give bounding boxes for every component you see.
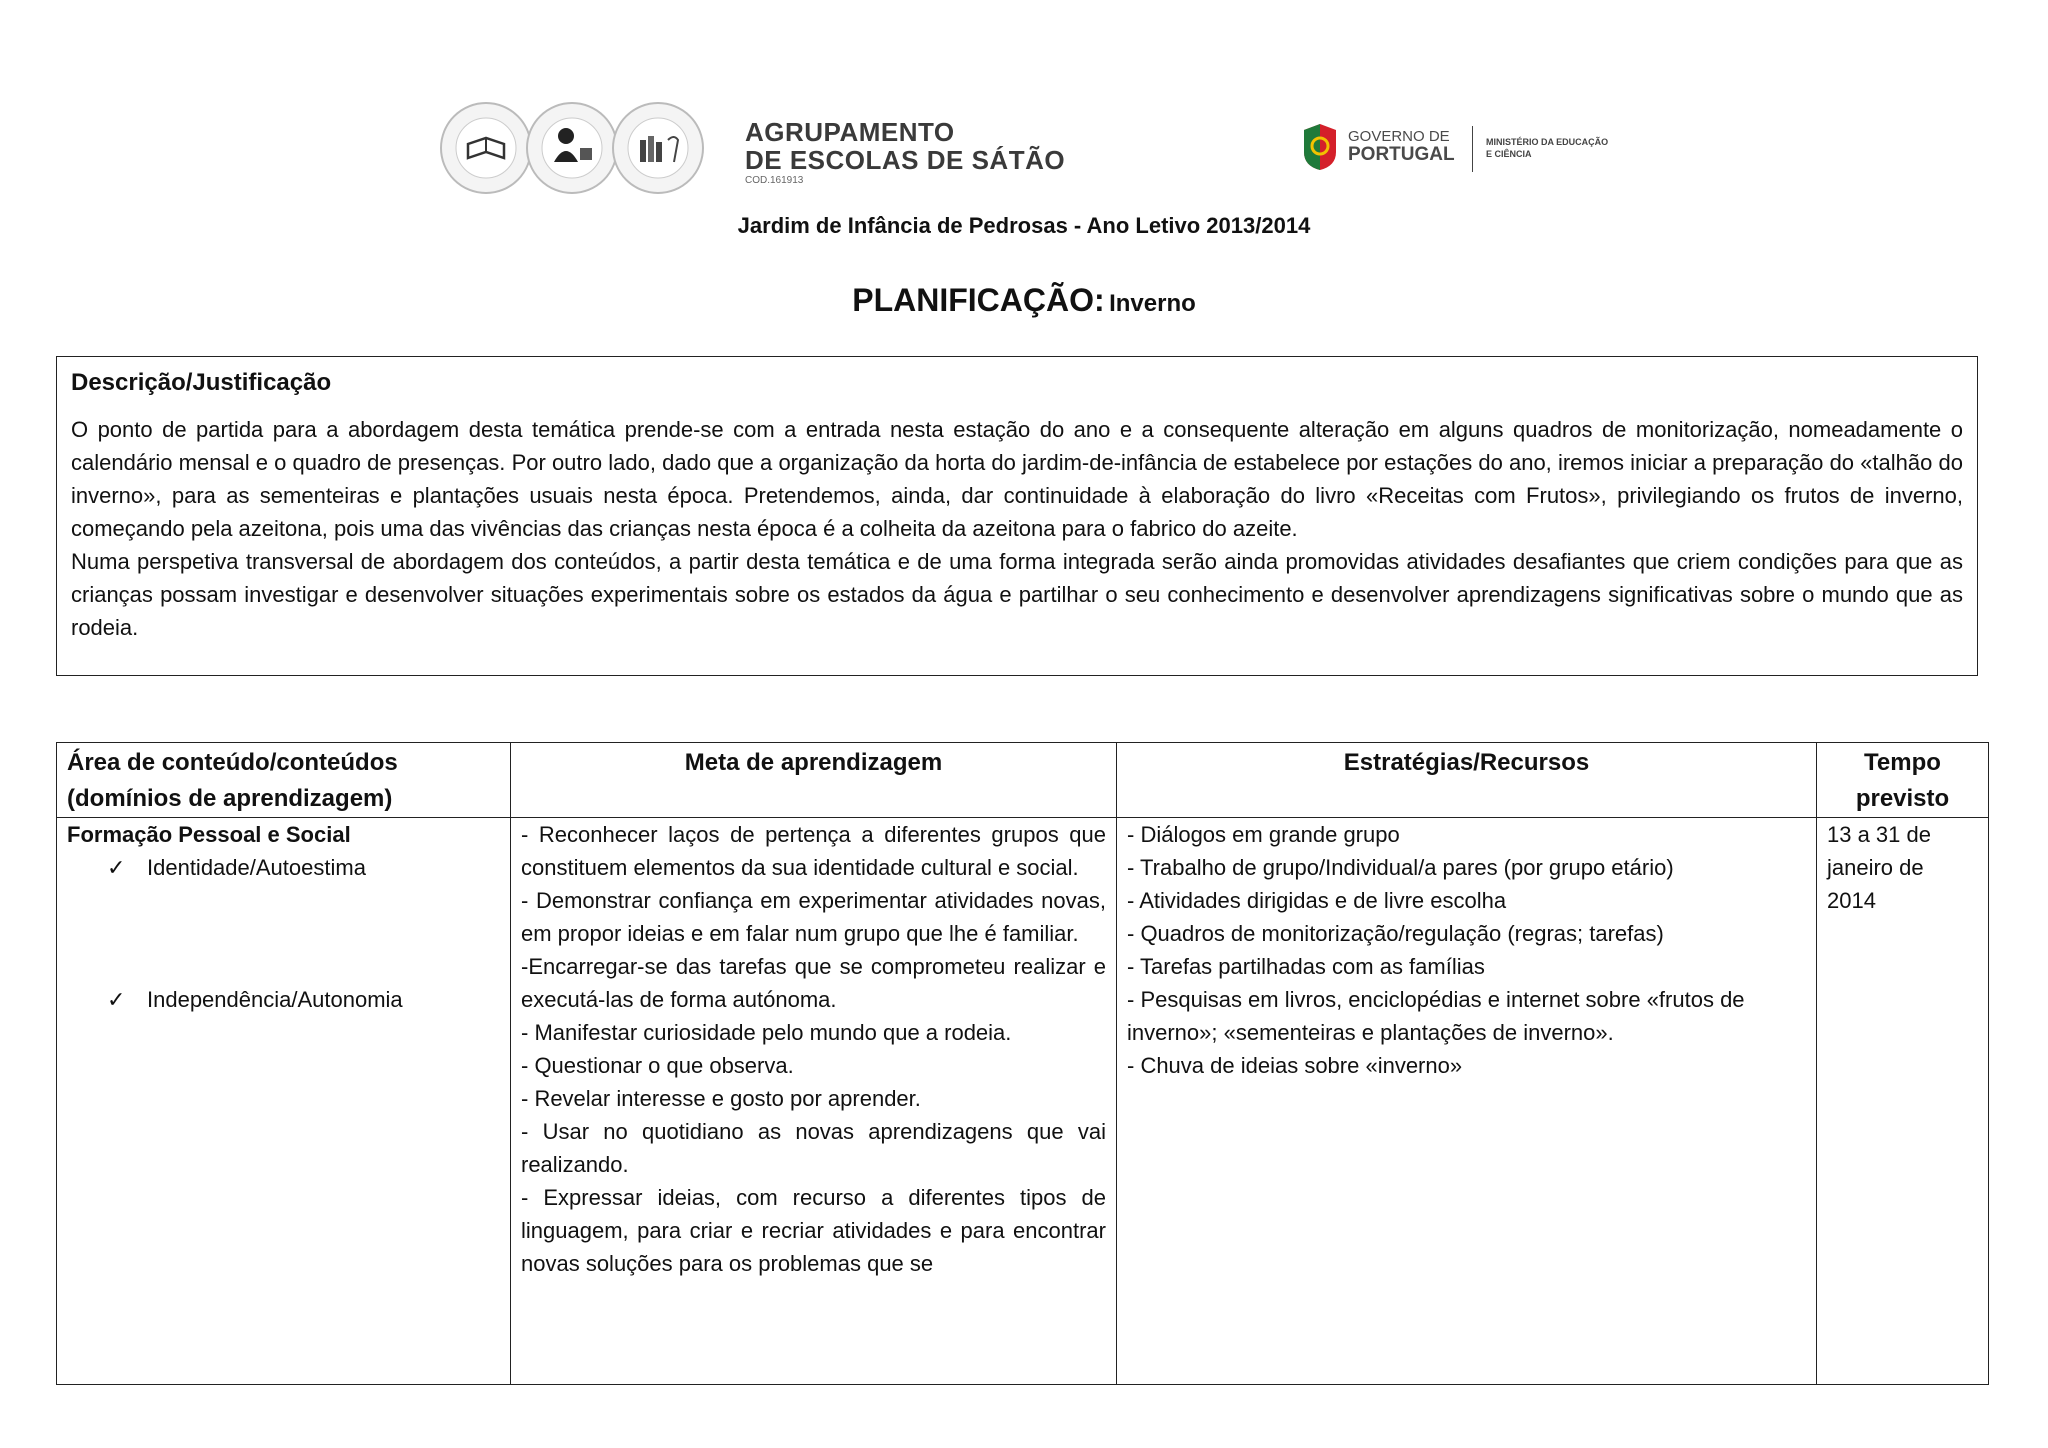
strategy-item: - Diálogos em grande grupo [1127,822,1400,847]
meta-item: - Usar no quotidiano as novas aprendizagens que vai realizando. [521,1119,1106,1177]
meta-item: - Manifestar curiosidade pelo mundo que a rodeia. [521,1020,1012,1045]
area-item-1-label: Identidade/Autoestima [147,855,366,880]
gov-line1: GOVERNO DE [1348,128,1450,145]
logo-divider [1472,126,1473,172]
area-item-1 [67,851,500,884]
header-area-line2: (domínios de aprendizagem) [67,785,393,812]
school-group-code: COD.161913 [745,175,804,186]
strategy-item: - Trabalho de grupo/Individual/a pares (por grupo etário) [1127,855,1674,880]
header-area [57,743,511,818]
checkmark-icon: ✓ [107,855,126,880]
school-group-line2: DE ESCOLAS DE SÁTÃO [745,145,1066,175]
header-time [1817,743,1989,818]
strategy-item: - Atividades dirigidas e de livre escolha [1127,888,1507,913]
seal-3-icon [610,100,706,196]
description-paragraph-2: Numa perspetiva transversal de abordagem dos conteúdos, a partir desta temática e de uma forma integrada serão ainda promovidas atividades desafiantes que criem condições para que as crianças possam investigar e desenvolver situações experimentais sobre os estados da água e partilhar o seu conhecimento e desenvolver aprendizagens significativas sobre o mundo que as rodeia. [71,549,1963,640]
strategy-item: - Chuva de ideias sobre «inverno» [1127,1053,1463,1078]
plan-label: PLANIFICAÇÃO: [852,282,1105,318]
portugal-flag-icon [1300,122,1340,172]
school-group-line1: AGRUPAMENTO [745,117,955,147]
meta-item: - Expressar ideias, com recurso a diferentes tipos de linguagem, para criar e recriar atividades e para encontrar novas soluções para os problemas que se [521,1185,1106,1276]
planning-table [56,742,1989,1385]
area-cell [57,818,511,1385]
meta-item: - Reconhecer laços de pertença a diferentes grupos que constituem elementos da sua identidade cultural e social. [521,822,1106,880]
checkmark-icon: ✓ [107,987,126,1012]
ministry-line1: MINISTÉRIO DA EDUCAÇÃO [1486,137,1609,147]
description-box [56,356,1978,676]
plan-theme: Inverno [1109,290,1196,317]
table-row [57,818,1989,1385]
table-header-row [57,743,1989,818]
header-time-line2: previsto [1855,785,1950,812]
meta-item: - Revelar interesse e gosto por aprender. [521,1086,921,1111]
header-meta: Meta de aprendizagem [511,743,1117,818]
time-cell [1817,818,1989,1385]
area-title: Formação Pessoal e Social [67,822,351,847]
school-group-name [745,118,1065,188]
seal-1-icon [438,100,534,196]
strategies-cell [1117,818,1817,1385]
gov-line2: PORTUGAL [1348,144,1455,165]
meta-item: -Encarregar-se das tarefas que se comprometeu realizar e executá-las de forma autónoma. [521,954,1106,1012]
strategy-item: - Tarefas partilhadas com as famílias [1127,954,1485,979]
description-paragraph-1: O ponto de partida para a abordagem desta temática prende-se com a entrada nesta estação do ano e a consequente alteração em alguns quadros de monitorização, nomeadamente o calendário mensal e o quadro de presenças. Por outro lado, dado que a organização da horta do jardim-de-infância de estabelece por estações do ano, iremos iniciar a preparação do «talhão do inverno», para as sementeiras e plantações usuais nesta época. Pretendemos, ainda, dar continuidade à elaboração do livro «Receitas com Frutos», privilegiando os frutos de inverno, começando pela azeitona, pois uma das vivências das crianças nesta época é a colheita da azeitona para o fabrico do azeite. [71,417,1963,541]
school-year-line: Jardim de Infância de Pedrosas - Ano Letivo 2013/2014 [737,213,1311,238]
header-time-line1: Tempo [1864,749,1941,776]
page-title [0,282,2048,319]
header-strategies: Estratégias/Recursos [1117,743,1817,818]
strategy-item: - Quadros de monitorização/regulação (regras; tarefas) [1127,921,1664,946]
area-item-2-label: Independência/Autonomia [147,987,403,1012]
description-heading: Descrição/Justificação [71,369,332,396]
strategy-item: - Pesquisas em livros, enciclopédias e internet sobre «frutos de inverno»; «sementeiras e plantações de inverno». [1127,987,1745,1045]
area-item-2 [67,983,500,1016]
meta-item: - Demonstrar confiança em experimentar atividades novas, em propor ideias e em falar num grupo que lhe é familiar. [521,888,1106,946]
meta-item: - Questionar o que observa. [521,1053,794,1078]
time-value: 13 a 31 de janeiro de 2014 [1827,822,1931,913]
ministry-line2: E CIÊNCIA [1486,149,1532,159]
seal-2-icon [524,100,620,196]
header-area-line1: Área de conteúdo/conteúdos [67,749,398,776]
school-seals-logo [438,100,728,196]
meta-cell [511,818,1117,1385]
government-logo [1300,122,1610,182]
